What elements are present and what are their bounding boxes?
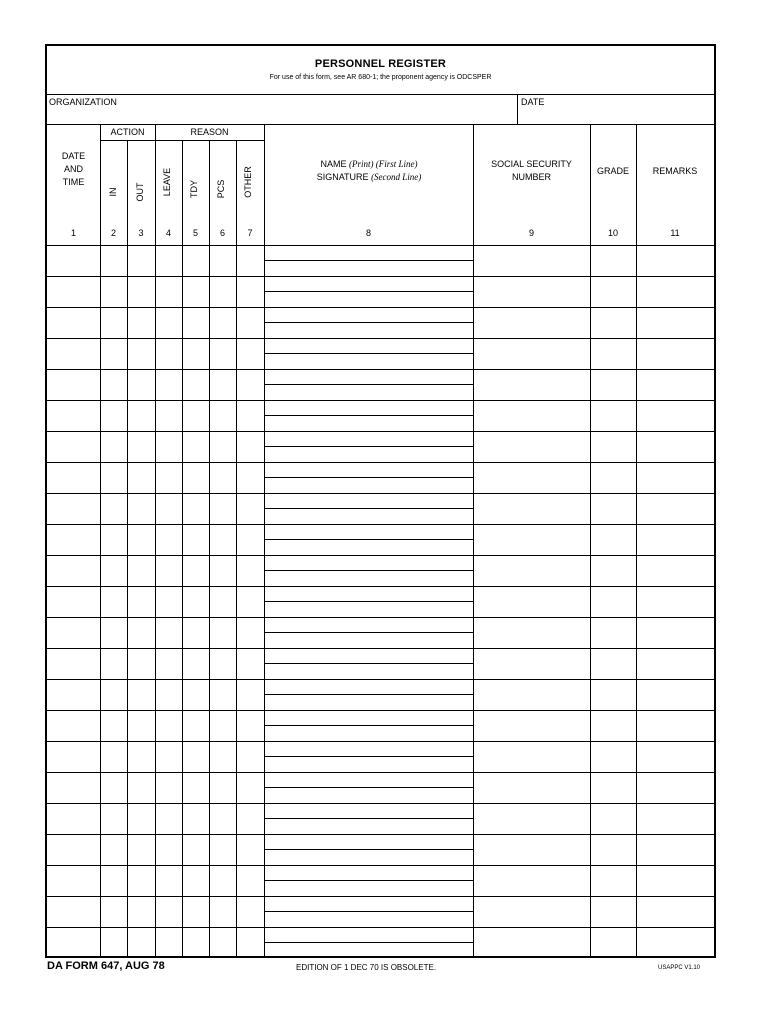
name-line-rule-17 xyxy=(264,756,473,757)
column-divider-7 xyxy=(264,125,265,956)
name-row-rule-11 xyxy=(264,555,473,556)
name-row-rule-3 xyxy=(264,307,473,308)
name-line-rule-18 xyxy=(264,787,473,788)
name-row-rule-4 xyxy=(264,338,473,339)
date-time-header xyxy=(47,150,100,189)
pcs-header: PCS xyxy=(216,179,226,199)
column-number-11: 11 xyxy=(670,228,680,238)
organization-row xyxy=(47,94,714,125)
name-row-rule-2 xyxy=(264,276,473,277)
name-line-rule-9 xyxy=(264,508,473,509)
header-body-divider xyxy=(47,245,714,246)
name-line-rule-13 xyxy=(264,632,473,633)
tdy-header: TDY xyxy=(189,180,199,198)
name-line-rule-8 xyxy=(264,477,473,478)
name-signature-header xyxy=(264,158,474,184)
name-line-rule-23 xyxy=(264,942,473,943)
name-line-rule-6 xyxy=(264,415,473,416)
date-time-line-3: TIME xyxy=(62,177,85,187)
personnel-register-form xyxy=(45,44,716,958)
name-hint: (Print) (First Line) xyxy=(349,159,418,169)
column-number-2: 2 xyxy=(110,228,116,238)
column-number-6: 6 xyxy=(219,228,225,238)
form-title: PERSONNEL REGISTER xyxy=(314,58,447,70)
name-row-rule-7 xyxy=(264,431,473,432)
name-line-rule-10 xyxy=(264,539,473,540)
ssn-line-2: NUMBER xyxy=(511,172,551,182)
grade-header: GRADE xyxy=(596,166,629,176)
column-divider-1 xyxy=(100,125,101,956)
edition-note: EDITION OF 1 DEC 70 IS OBSOLETE. xyxy=(296,963,437,972)
column-number-7: 7 xyxy=(247,228,253,238)
name-row-rule-20 xyxy=(264,834,473,835)
name-line-rule-20 xyxy=(264,849,473,850)
name-line-rule-21 xyxy=(264,880,473,881)
name-row-rule-9 xyxy=(264,493,473,494)
name-line-rule-1 xyxy=(264,260,473,261)
leave-header: LEAVE xyxy=(162,167,172,197)
name-row-rule-16 xyxy=(264,710,473,711)
column-number-1: 1 xyxy=(70,228,76,238)
name-line-rule-15 xyxy=(264,694,473,695)
date-time-line-1: DATE xyxy=(61,151,86,161)
column-number-4: 4 xyxy=(165,228,171,238)
name-line-rule-4 xyxy=(264,353,473,354)
signature-hint: (Second Line) xyxy=(371,172,422,182)
date-time-line-2: AND xyxy=(63,164,83,174)
name-row-rule-10 xyxy=(264,524,473,525)
column-number-8: 8 xyxy=(365,228,371,238)
column-divider-10 xyxy=(636,125,637,956)
date-divider xyxy=(517,94,518,124)
name-line-rule-3 xyxy=(264,322,473,323)
remarks-header: REMARKS xyxy=(652,166,698,176)
ssn-line-1: SOCIAL SECURITY xyxy=(491,159,572,169)
reason-header: REASON xyxy=(190,127,229,137)
name-row-rule-5 xyxy=(264,369,473,370)
name-row-rule-19 xyxy=(264,803,473,804)
ssn-header xyxy=(473,158,590,184)
name-line-rule-14 xyxy=(264,663,473,664)
signature-label: SIGNATURE xyxy=(316,172,369,182)
name-row-rule-17 xyxy=(264,741,473,742)
name-row-rule-8 xyxy=(264,462,473,463)
name-line-rule-16 xyxy=(264,725,473,726)
column-number-9: 9 xyxy=(528,228,534,238)
signature-line xyxy=(264,171,474,184)
name-row-rule-6 xyxy=(264,400,473,401)
name-line xyxy=(264,158,474,171)
column-divider-9 xyxy=(590,125,591,956)
form-id: DA FORM 647, AUG 78 xyxy=(47,960,165,972)
out-header: OUT xyxy=(135,182,145,202)
name-line-rule-5 xyxy=(264,384,473,385)
name-row-rule-14 xyxy=(264,648,473,649)
column-number-5: 5 xyxy=(192,228,198,238)
name-row-rule-23 xyxy=(264,927,473,928)
name-line-rule-11 xyxy=(264,570,473,571)
column-divider-3 xyxy=(155,125,156,956)
name-line-rule-7 xyxy=(264,446,473,447)
name-line-rule-22 xyxy=(264,911,473,912)
column-divider-8 xyxy=(473,125,474,956)
name-row-rule-18 xyxy=(264,772,473,773)
action-header: ACTION xyxy=(110,127,145,137)
column-number-10: 10 xyxy=(607,228,618,238)
name-row-rule-15 xyxy=(264,679,473,680)
form-subtitle: For use of this form, see AR 680-1; the proponent agency is ODCSPER xyxy=(269,74,492,81)
name-row-rule-13 xyxy=(264,617,473,618)
name-label: NAME xyxy=(320,159,347,169)
date-label: DATE xyxy=(521,97,545,107)
other-header: OTHER xyxy=(243,166,253,198)
name-row-rule-21 xyxy=(264,865,473,866)
title-block xyxy=(47,46,714,95)
name-line-rule-19 xyxy=(264,818,473,819)
in-header: IN xyxy=(108,187,118,197)
organization-label: ORGANIZATION xyxy=(49,97,117,107)
version-label: USAPPC V1.10 xyxy=(658,965,701,971)
name-line-rule-2 xyxy=(264,291,473,292)
name-line-rule-12 xyxy=(264,601,473,602)
column-number-3: 3 xyxy=(138,228,144,238)
name-row-rule-12 xyxy=(264,586,473,587)
name-row-rule-22 xyxy=(264,896,473,897)
